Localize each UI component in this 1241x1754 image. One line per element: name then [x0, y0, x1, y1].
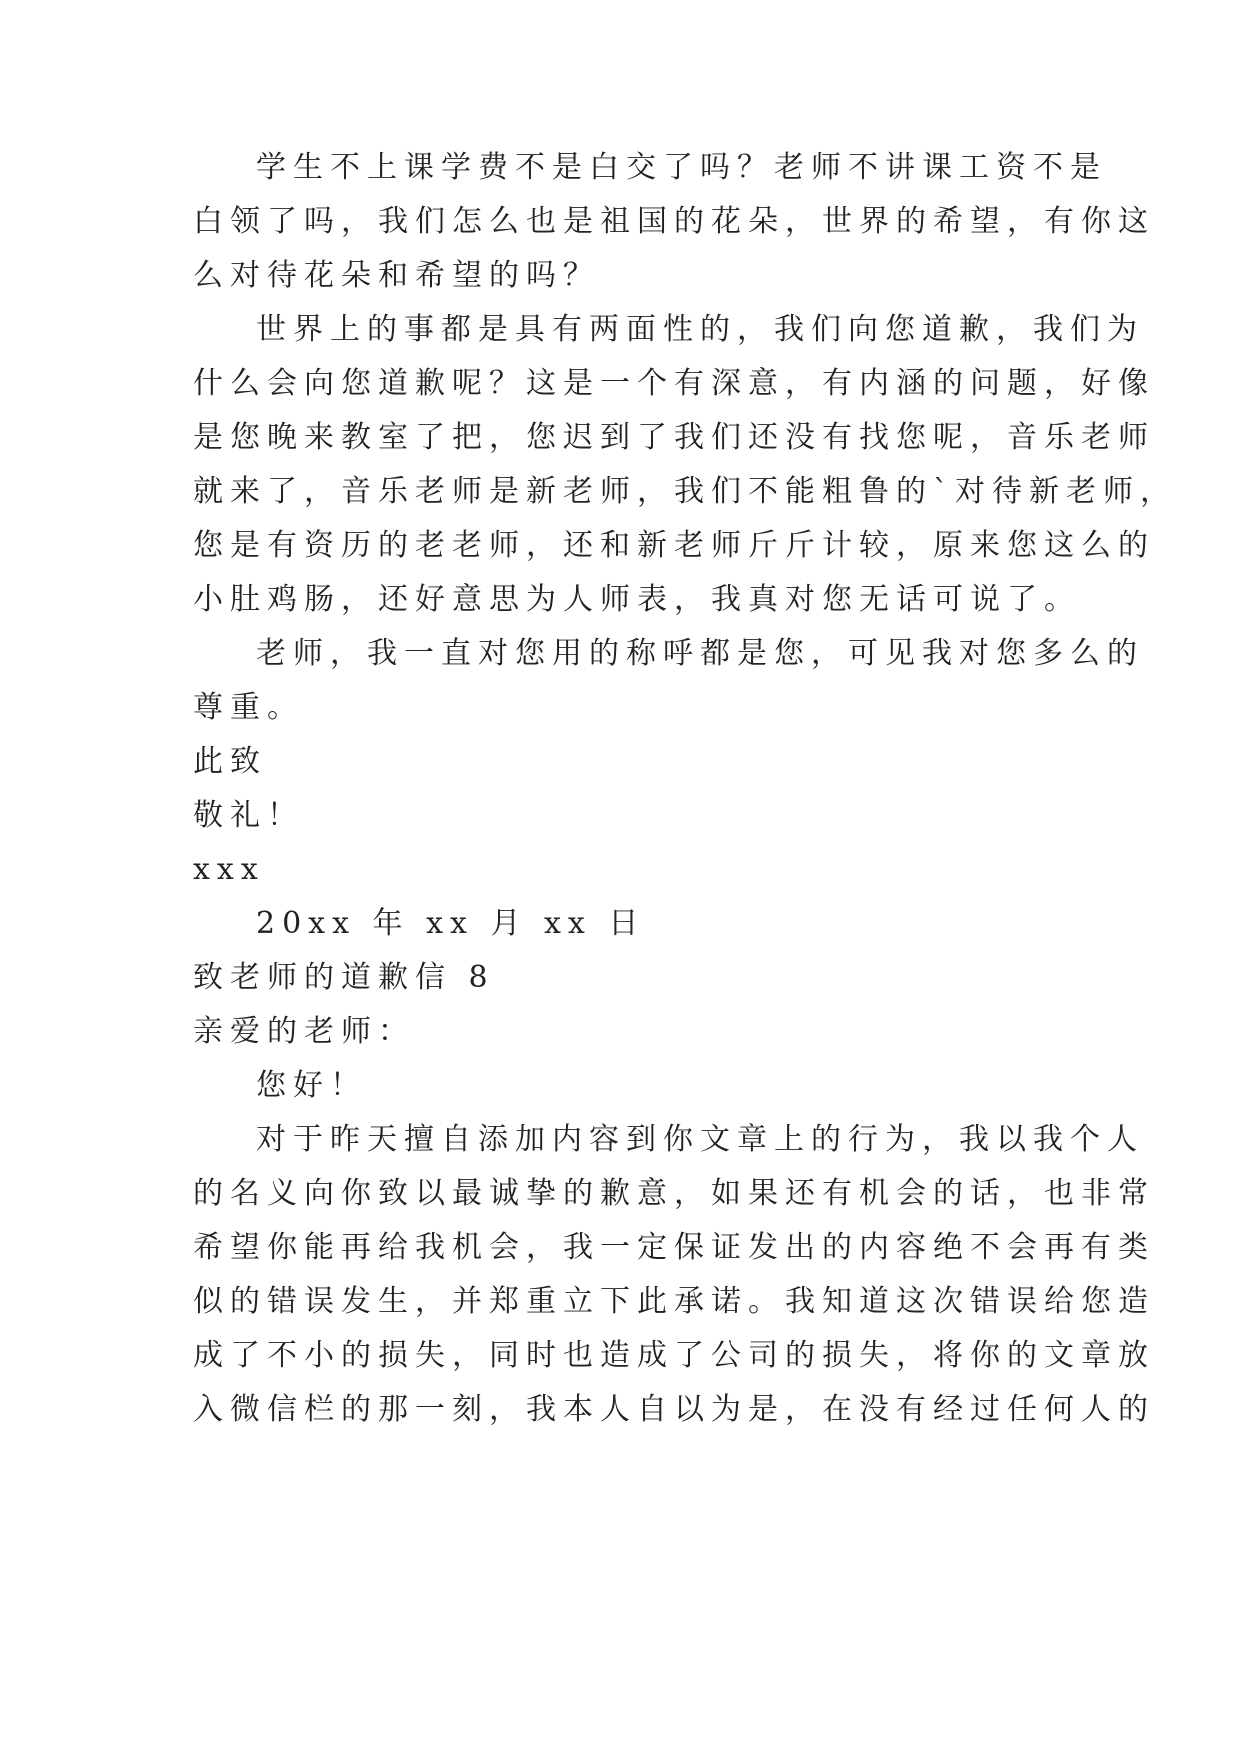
greeting: 您好！ — [256, 1068, 367, 1103]
paragraph-line: 世界上的事都是具有两面性的，我们向您道歉，我们为 — [256, 312, 1144, 347]
paragraph-line: 小肚鸡肠，还好意思为人师表，我真对您无话可说了。 — [193, 582, 1081, 617]
paragraph-line: 么对待花朵和希望的吗？ — [193, 258, 600, 293]
closing-line: 此致 — [193, 744, 267, 779]
paragraph-line: 老师，我一直对您用的称呼都是您，可见我对您多么的 — [256, 636, 1144, 671]
section-title: 致老师的道歉信 8 — [193, 960, 495, 995]
paragraph-line: 什么会向您道歉呢？这是一个有深意，有内涵的问题，好像 — [193, 366, 1155, 401]
date-line: 20xx 年 xx 月 xx 日 — [256, 906, 646, 941]
paragraph-line: 的名义向你致以最诚挚的歉意，如果还有机会的话，也非常 — [193, 1176, 1155, 1211]
paragraph-line: 白领了吗，我们怎么也是祖国的花朵，世界的希望，有你这 — [193, 204, 1155, 239]
paragraph-line: 是您晚来教室了把，您迟到了我们还没有找您呢，音乐老师 — [193, 420, 1155, 455]
paragraph-line: 成了不小的损失，同时也造成了公司的损失，将你的文章放 — [193, 1338, 1155, 1373]
paragraph-line: 您是有资历的老老师，还和新老师斤斤计较，原来您这么的 — [193, 528, 1155, 563]
paragraph-line: 入微信栏的那一刻，我本人自以为是，在没有经过任何人的 — [193, 1392, 1155, 1427]
paragraph-line: 就来了，音乐老师是新老师，我们不能粗鲁的`对待新老师， — [193, 474, 1177, 509]
paragraph-line: 希望你能再给我机会，我一定保证发出的内容绝不会再有类 — [193, 1230, 1155, 1265]
salutation: 亲爱的老师： — [193, 1014, 415, 1049]
paragraph-line: 学生不上课学费不是白交了吗？老师不讲课工资不是 — [256, 150, 1107, 185]
closing-salute: 敬礼！ — [193, 798, 304, 833]
paragraph-line: 尊重。 — [193, 690, 304, 725]
signature: xxx — [193, 852, 265, 887]
paragraph-line: 似的错误发生，并郑重立下此承诺。我知道这次错误给您造 — [193, 1284, 1155, 1319]
paragraph-line: 对于昨天擅自添加内容到你文章上的行为，我以我个人 — [256, 1122, 1144, 1157]
